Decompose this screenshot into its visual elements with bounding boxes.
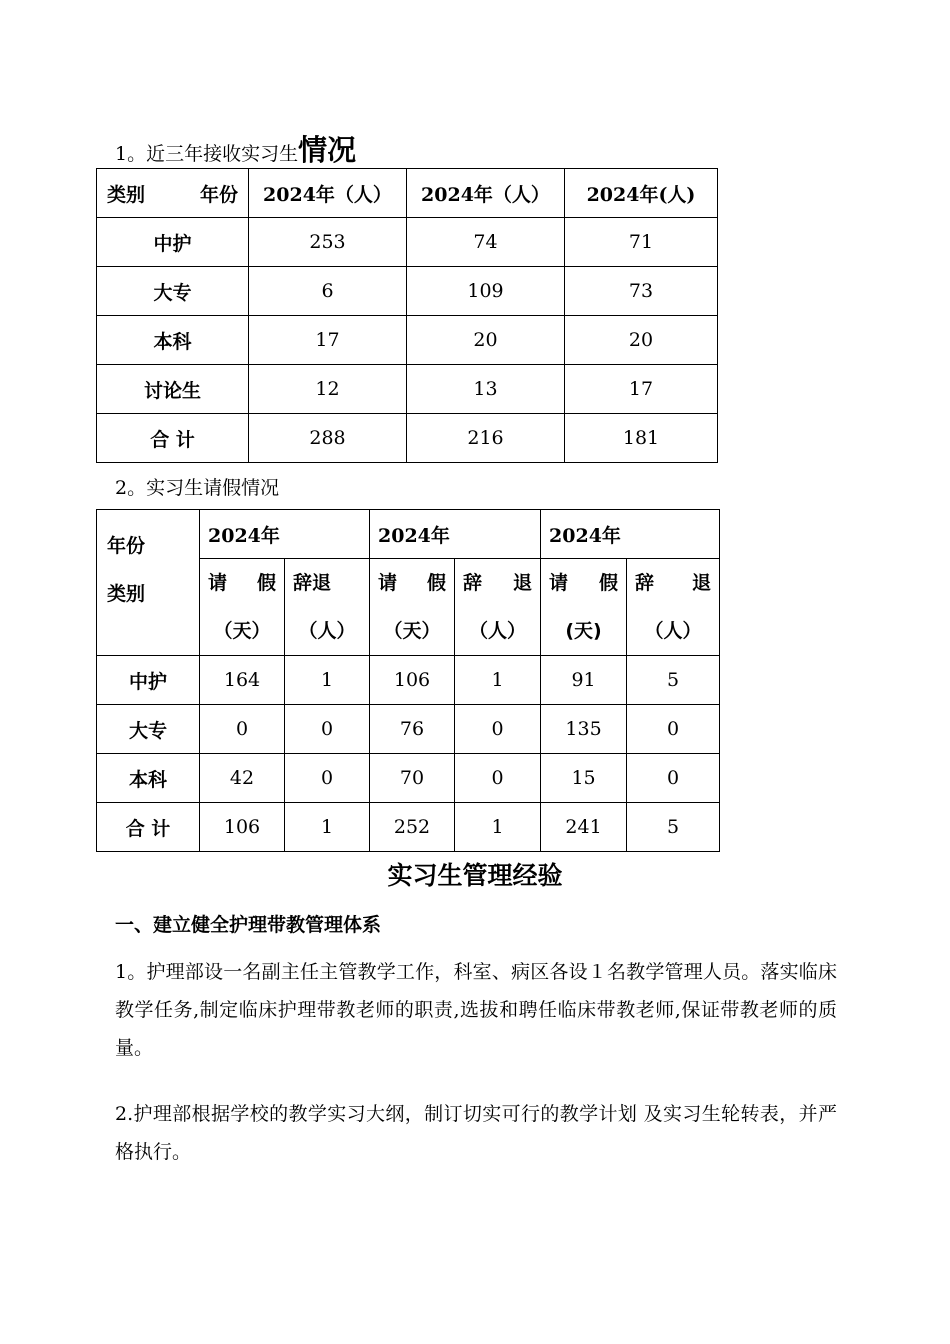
row-label: 合 计 [97, 414, 249, 463]
row-label: 讨论生 [97, 365, 249, 414]
column-header: 2024年（人） [249, 169, 407, 218]
table-cell: 1 [285, 803, 370, 852]
dismissal-header: 辞 退 （人） [455, 559, 541, 656]
table-row [97, 218, 718, 267]
year-header: 2024年 [200, 510, 370, 559]
table-cell: 288 [249, 414, 407, 463]
section-heading: 一、建立健全护理带教管理体系 [115, 914, 382, 936]
table-cell: 74 [407, 218, 565, 267]
table-cell: 73 [565, 267, 718, 316]
paragraph: 1。护理部设一名副主任主管教学工作，科室、病区各设１名教学管理人员。落实临床教学任务,制定临床护理带教老师的职责,选拔和聘任临床带教老师,保证带教老师的质量。 [115, 961, 837, 1059]
table-cell: 0 [455, 754, 541, 803]
article-title: 实习生管理经验 [387, 861, 563, 890]
table-row [97, 705, 720, 754]
leave-days-header: 请 假 （天） [370, 559, 455, 656]
row-label: 中护 [97, 218, 249, 267]
paragraph: 2.护理部根据学校的教学实习大纲，制订切实可行的教学计划 及实习生轮转表，并严格执行。 [115, 1103, 837, 1163]
table-row [97, 803, 720, 852]
table-cell: 12 [249, 365, 407, 414]
table-header-row [97, 169, 718, 218]
section2-heading: 2。实习生请假情况 [115, 477, 280, 499]
table-cell: 0 [285, 754, 370, 803]
table-cell: 70 [370, 754, 455, 803]
table-cell: 106 [200, 803, 285, 852]
row-label: 中护 [97, 656, 200, 705]
table-cell: 252 [370, 803, 455, 852]
intern-intake-table [96, 168, 718, 463]
table-cell: 0 [200, 705, 285, 754]
table-cell: 6 [249, 267, 407, 316]
leave-days-header: 请 假 （天） [200, 559, 285, 656]
dismissal-header: 辞 退 （人） [627, 559, 720, 656]
table-row [97, 365, 718, 414]
row-label: 大专 [97, 705, 200, 754]
table-cell: 5 [627, 656, 720, 705]
table-cell: 253 [249, 218, 407, 267]
dismissal-header: 辞退 （人） [285, 559, 370, 656]
table-cell: 20 [565, 316, 718, 365]
corner-cell: 类别 年份 [97, 169, 249, 218]
table-row [97, 316, 718, 365]
table-cell: 17 [249, 316, 407, 365]
table-cell: 5 [627, 803, 720, 852]
table-cell: 1 [285, 656, 370, 705]
column-header: 2024年(人) [565, 169, 718, 218]
table-cell: 91 [541, 656, 627, 705]
table-cell: 42 [200, 754, 285, 803]
table-cell: 106 [370, 656, 455, 705]
table-cell: 164 [200, 656, 285, 705]
table-cell: 13 [407, 365, 565, 414]
row-label: 本科 [97, 316, 249, 365]
row-label: 合 计 [97, 803, 200, 852]
table-cell: 0 [627, 754, 720, 803]
table-row [97, 656, 720, 705]
table-cell: 1 [455, 656, 541, 705]
table-cell: 181 [565, 414, 718, 463]
section1-heading: 1。近三年接收实习生情况 [115, 133, 357, 167]
corner-cell: 年份 类别 [97, 510, 200, 656]
intern-leave-table [96, 509, 720, 852]
year-header: 2024年 [541, 510, 720, 559]
table-year-row [97, 510, 720, 559]
table-cell: 15 [541, 754, 627, 803]
leave-days-header: 请 假 (天) [541, 559, 627, 656]
table-cell: 0 [627, 705, 720, 754]
table-cell: 71 [565, 218, 718, 267]
table-cell: 135 [541, 705, 627, 754]
year-header: 2024年 [370, 510, 541, 559]
column-header: 2024年（人） [407, 169, 565, 218]
table-cell: 0 [285, 705, 370, 754]
row-label: 大专 [97, 267, 249, 316]
table-row [97, 267, 718, 316]
table-cell: 109 [407, 267, 565, 316]
table-cell: 1 [455, 803, 541, 852]
table-cell: 17 [565, 365, 718, 414]
table-cell: 20 [407, 316, 565, 365]
table-row [97, 754, 720, 803]
table-cell: 241 [541, 803, 627, 852]
row-label: 本科 [97, 754, 200, 803]
table-row [97, 414, 718, 463]
table-cell: 216 [407, 414, 565, 463]
table-cell: 0 [455, 705, 541, 754]
table-cell: 76 [370, 705, 455, 754]
